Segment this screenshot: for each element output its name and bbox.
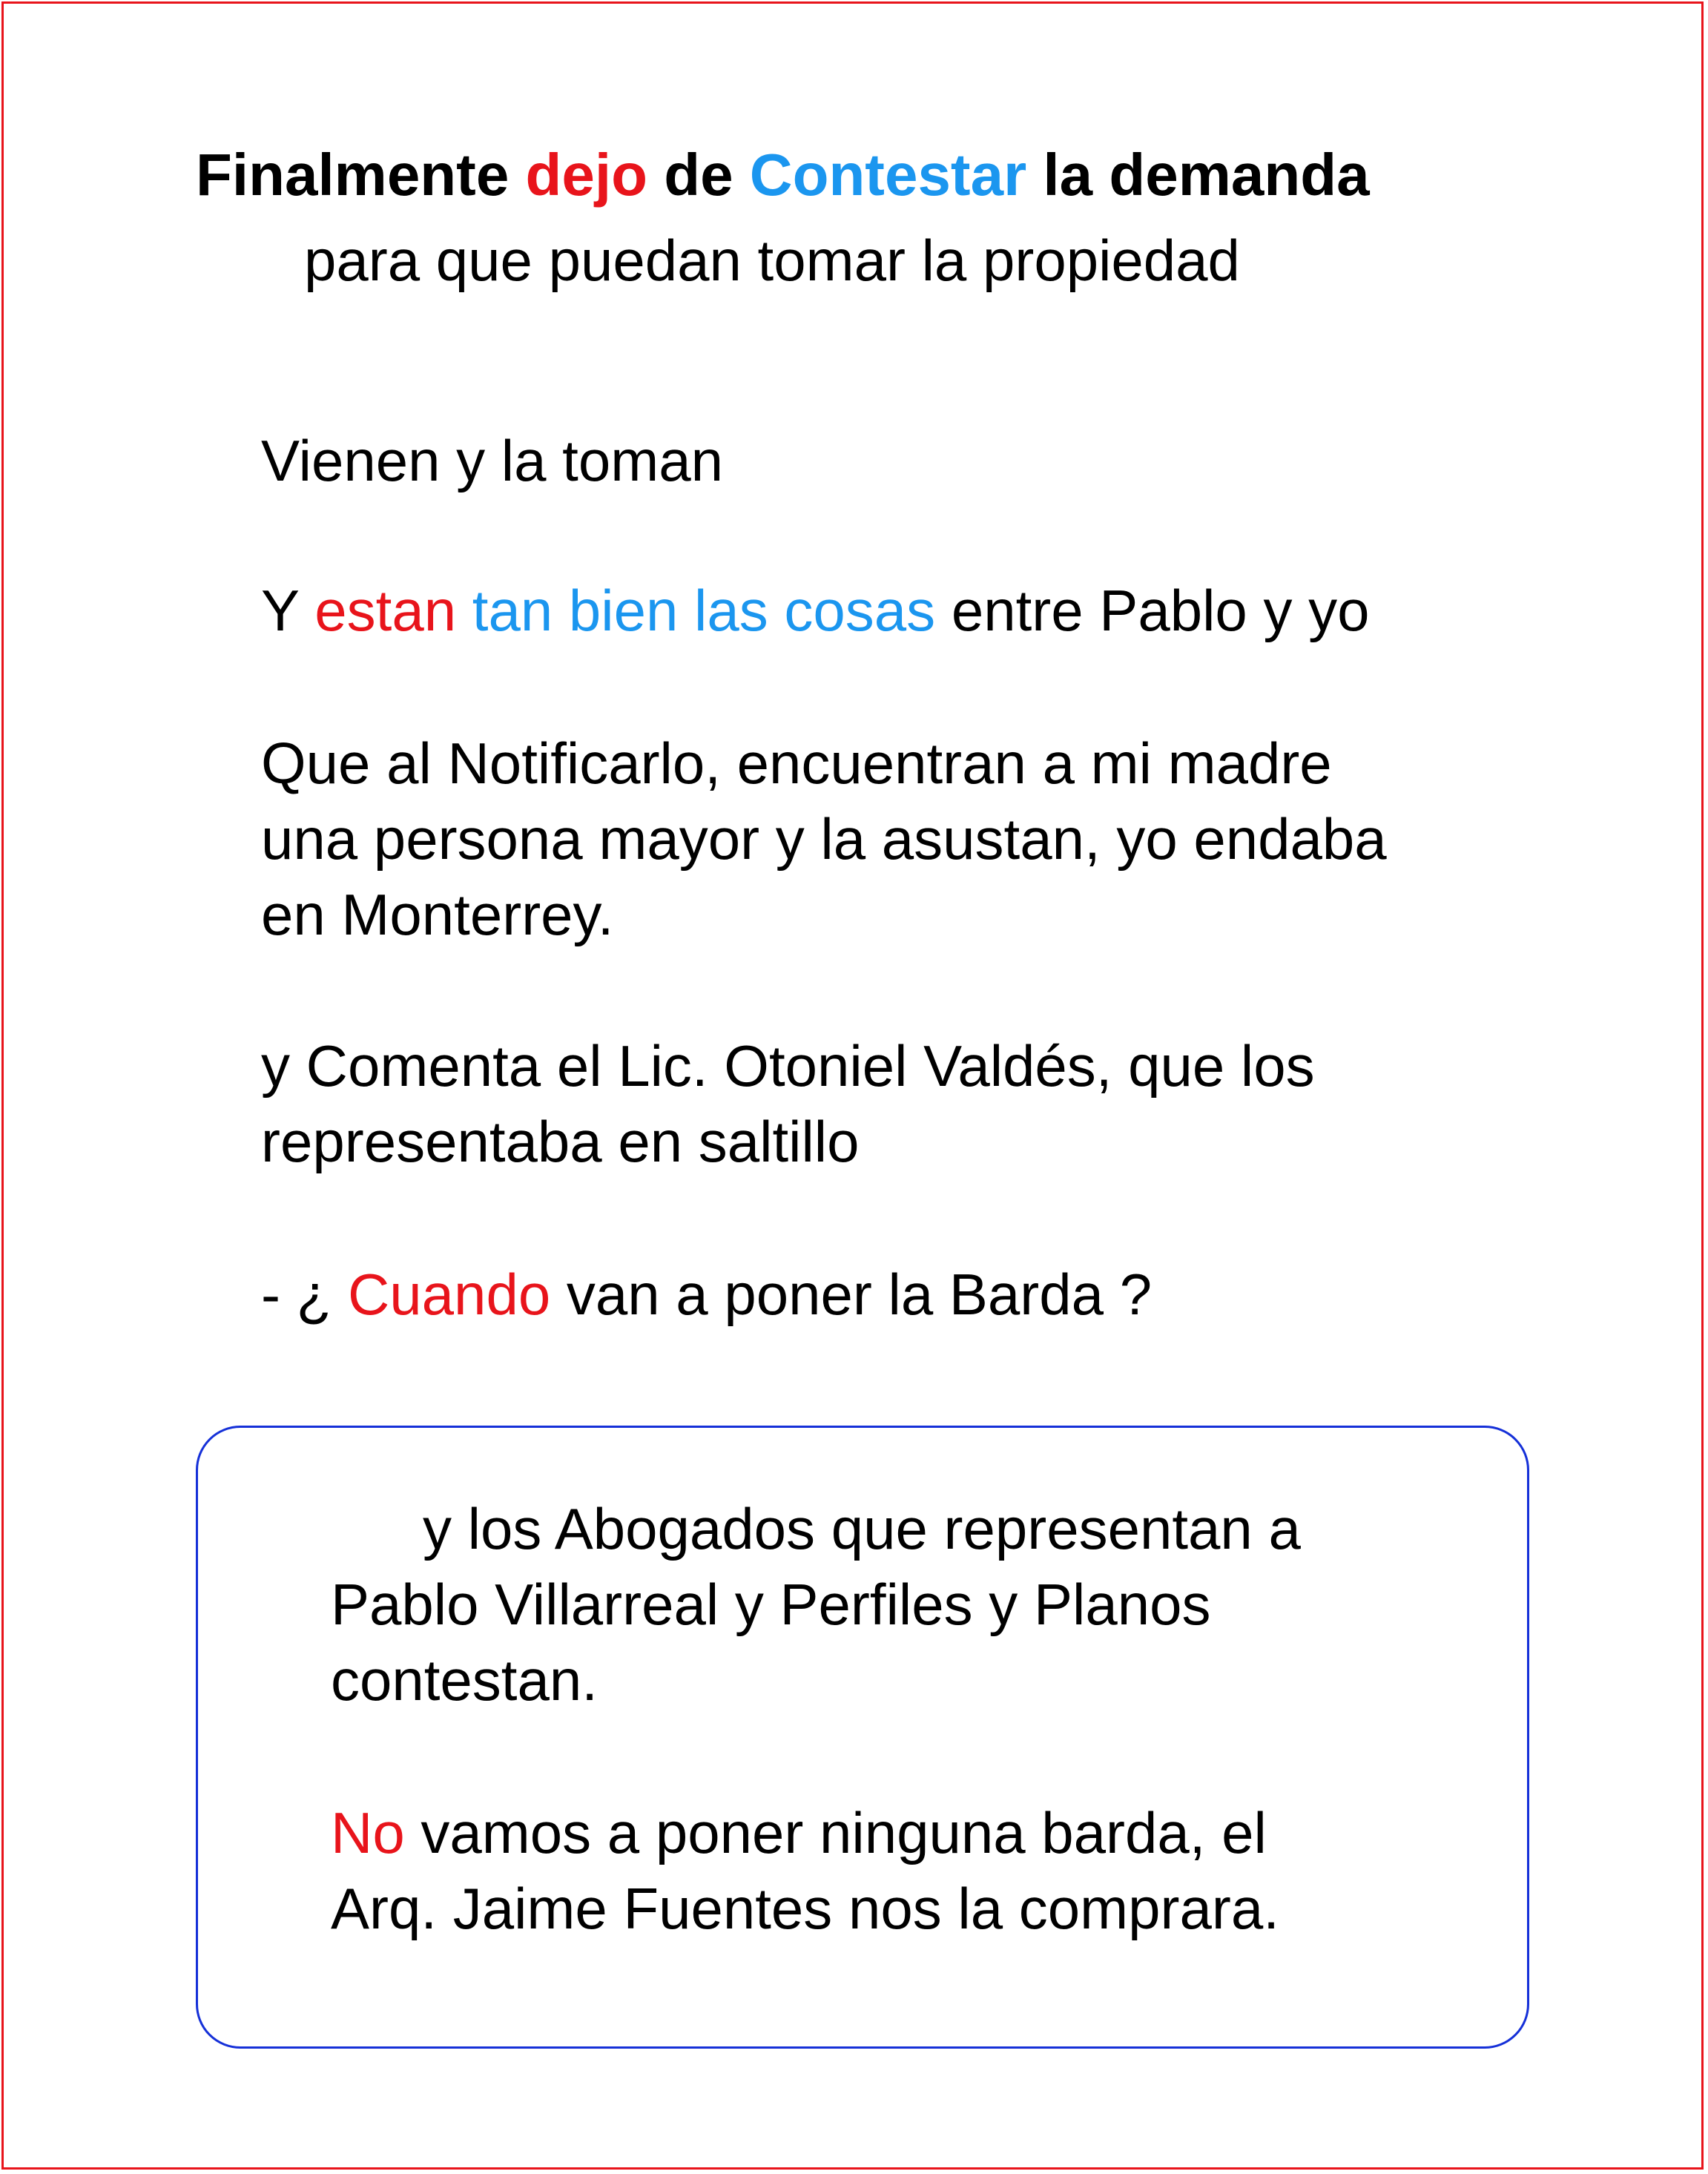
box-line-4-text: vamos a poner ninguna barda, el [404,1800,1267,1865]
box-line-3: contestan. [331,1647,598,1713]
page-subtitle: para que puedan tomar la propiedad [304,228,1240,293]
notificarlo-line-1: Que al Notificarlo, encuentran a mi madre [261,731,1332,796]
estan-text-1: Y [261,578,315,643]
estan-highlight-blue: tan bien las cosas [472,578,936,643]
estan-space [456,578,472,643]
body-line-estan [261,578,1370,643]
title-text-3: la demanda [1026,142,1370,208]
estan-highlight-red: estan [314,578,457,643]
cuando-text-1: - ¿ [261,1262,348,1327]
cuando-text-2: van a poner la Barda ? [550,1262,1153,1327]
title-text-2: de [647,142,750,208]
box-highlight-no: No [331,1800,405,1865]
box-line-5: Arq. Jaime Fuentes nos la comprara. [331,1876,1279,1941]
title-text-1: Finalmente [196,142,526,208]
notificarlo-line-3: en Monterrey. [261,882,614,947]
comenta-line-2: representaba en saltillo [261,1109,860,1174]
title-highlight-dejo: dejo [525,142,647,208]
cuando-highlight: Cuando [347,1262,551,1327]
estan-text-2: entre Pablo y yo [935,578,1370,643]
title-highlight-contestar: Contestar [749,142,1027,208]
box-line-4 [331,1800,1267,1865]
page-title [196,142,1370,208]
box-line-1: y los Abogados que representan a [423,1496,1301,1561]
notificarlo-line-2: una persona mayor y la asustan, yo endaba [261,806,1387,872]
cuando-line [261,1262,1153,1327]
box-line-2: Pablo Villarreal y Perfiles y Planos [331,1572,1211,1637]
body-line-vienen: Vienen y la toman [261,428,723,493]
comenta-line-1: y Comenta el Lic. Otoniel Valdés, que los [261,1033,1315,1098]
